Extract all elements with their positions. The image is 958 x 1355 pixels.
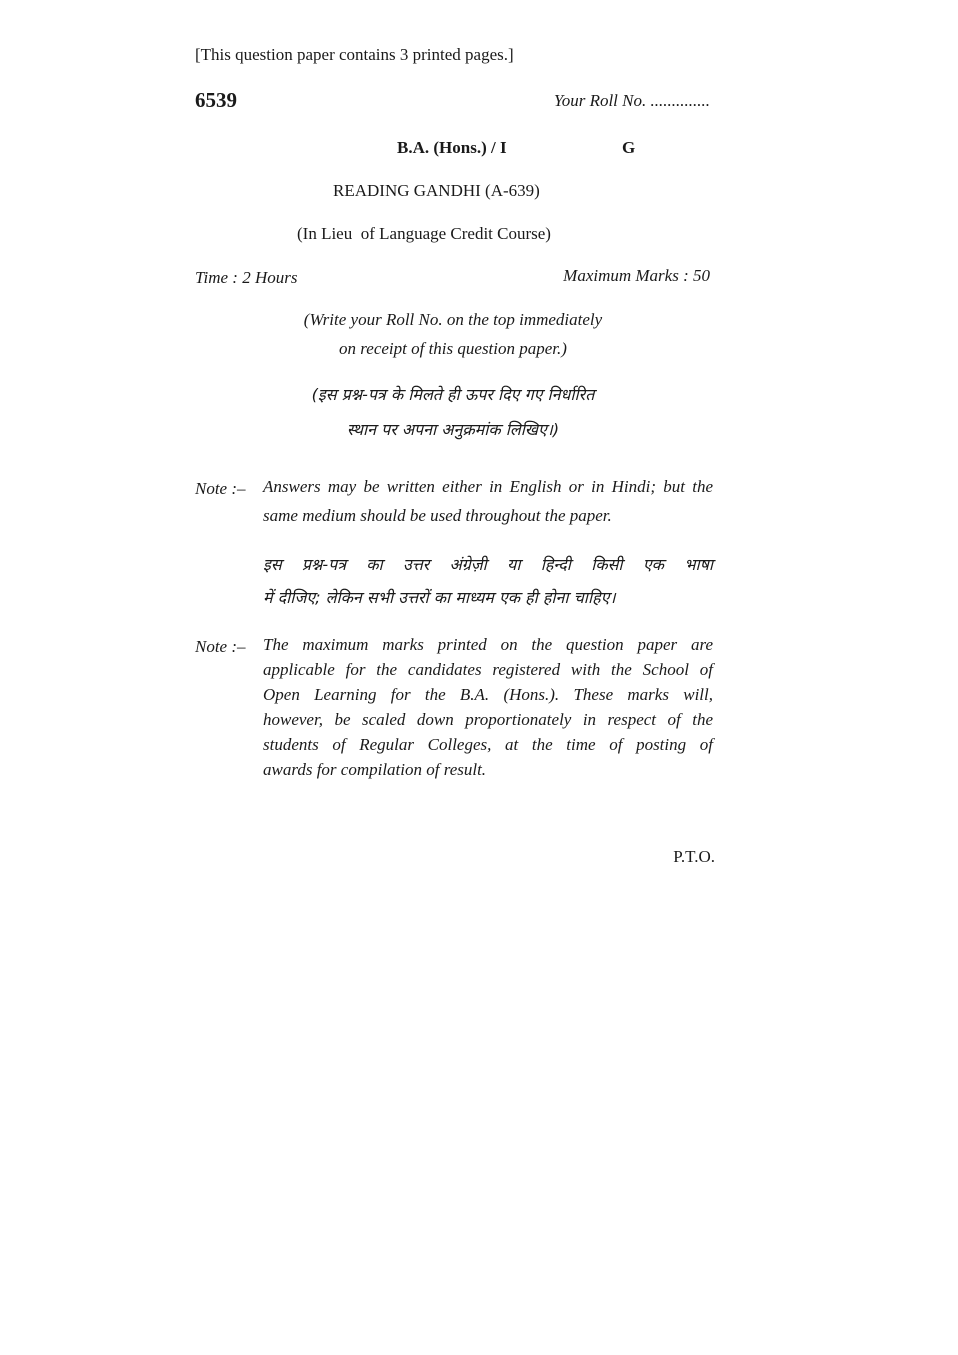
maximum-marks: Maximum Marks : 50: [563, 266, 710, 285]
note-line: students of Regular Colleges, at the time of posting of: [263, 735, 713, 754]
instruction-en-line: on receipt of this question paper.): [339, 339, 567, 358]
instruction-en-line: (Write your Roll No. on the top immediately: [303, 310, 603, 329]
note-line: The maximum marks printed on the question paper are: [263, 635, 713, 654]
instruction-hi-line: (इस प्रश्न-पत्र के मिलते ही ऊपर दिए गए निर्धारित: [311, 385, 595, 404]
note-line: applicable for the candidates registered with the School of: [263, 660, 713, 679]
paper-code: 6539: [195, 88, 237, 112]
set-letter: G: [622, 138, 636, 157]
note-line: same medium should be used throughout the paper.: [263, 506, 612, 525]
paper-title: READING GANDHI (A-639): [333, 181, 540, 200]
roll-number-field: Your Roll No. ..............: [553, 91, 710, 110]
note-label: Note :–: [195, 637, 246, 656]
paper-subtitle: (In Lieu of Language Credit Course): [297, 224, 551, 243]
please-turn-over: P.T.O.: [673, 847, 715, 866]
note-line: awards for compilation of result.: [263, 760, 487, 779]
note-line: Answers may be written either in English or in Hindi; but the: [263, 477, 713, 496]
time-allowed: Time : 2 Hours: [195, 268, 298, 287]
note-label: Note :–: [195, 479, 246, 498]
note-hindi-line: में दीजिए; लेकिन सभी उत्तरों का माध्यम एक ही होना चाहिए।: [263, 588, 616, 607]
note-line: Open Learning for the B.A. (Hons.). These marks will,: [263, 685, 713, 704]
instruction-hi-line: स्थान पर अपना अनुक्रमांक लिखिए।): [346, 420, 560, 439]
note-line: however, be scaled down proportionately in respect of the: [263, 710, 713, 729]
pages-note: [This question paper contains 3 printed pages.]: [195, 45, 514, 64]
course-name: B.A. (Hons.) / I: [397, 138, 507, 157]
note-hindi-line: इस प्रश्न-पत्र का उत्तर अंग्रेज़ी या हिन्दी किसी एक भाषा: [263, 555, 713, 574]
